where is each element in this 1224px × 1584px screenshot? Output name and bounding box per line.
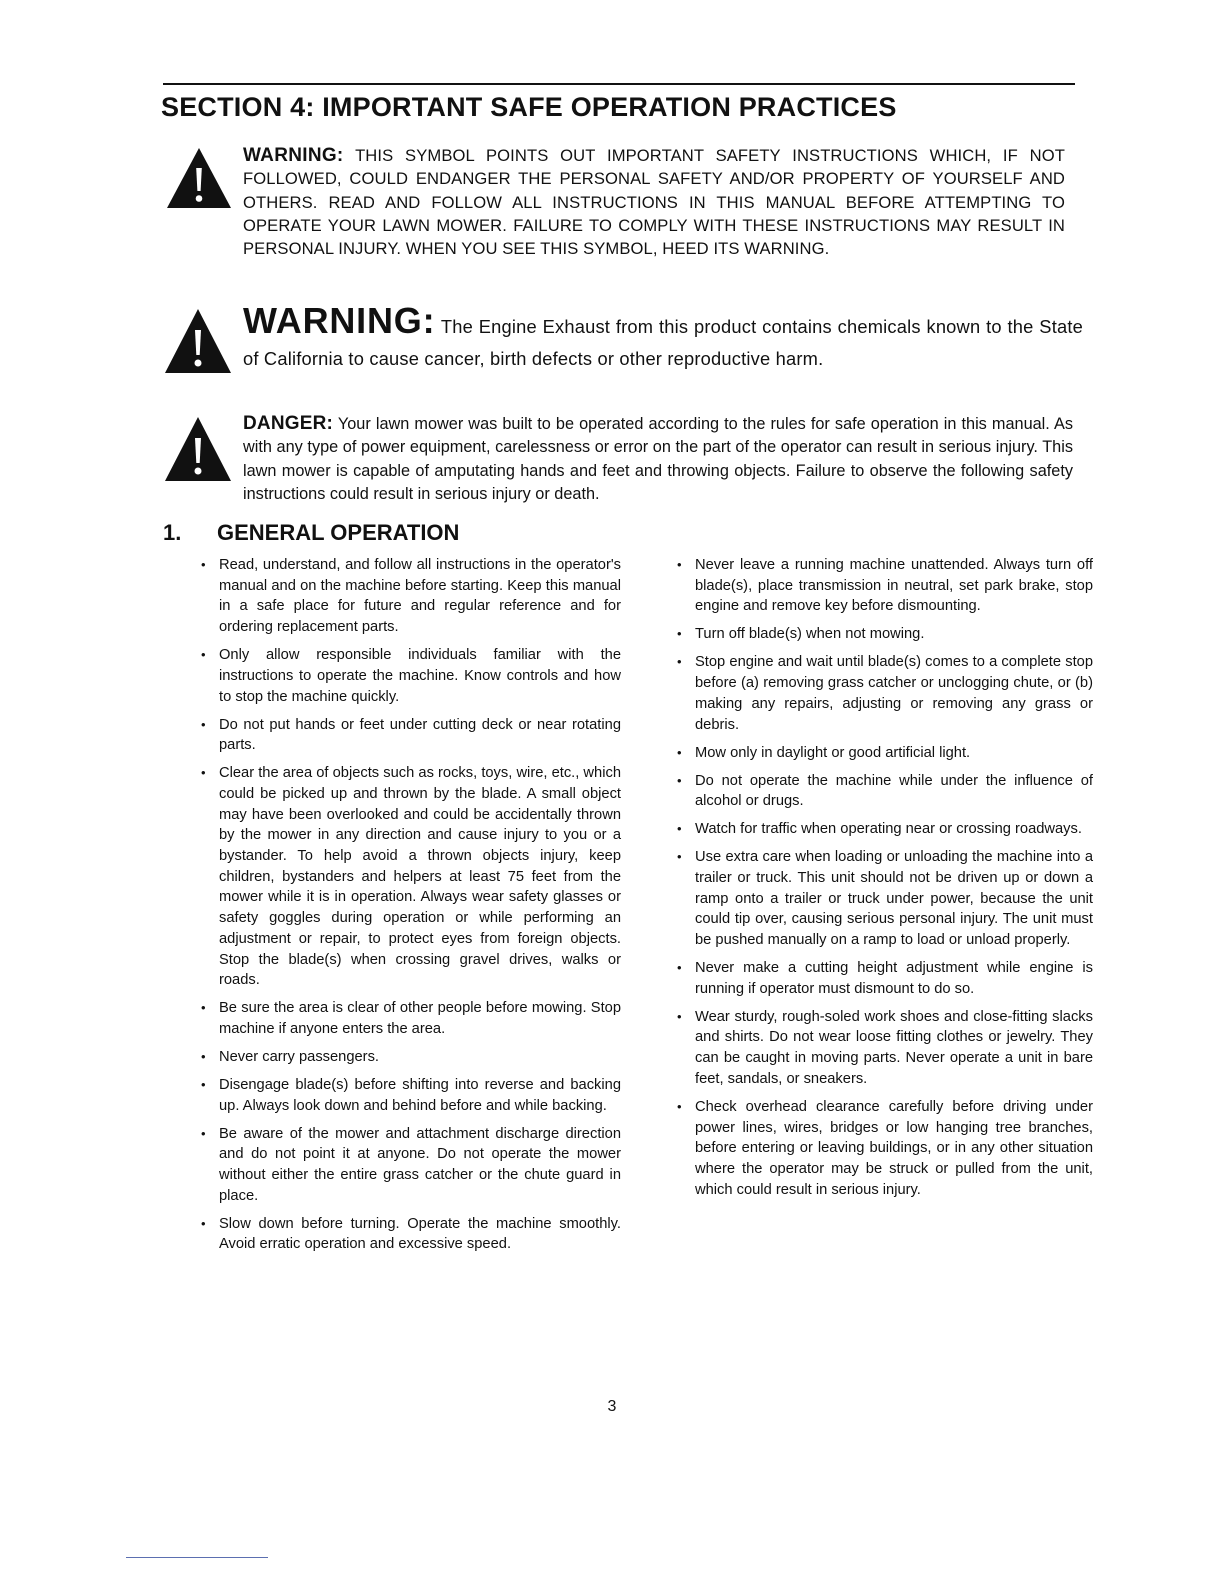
warning-triangle-icon [165,146,233,210]
list-item: • Be sure the area is clear of other people before mowing. Stop machine if anyone enters the area. [201,998,621,1039]
list-item: • Disengage blade(s) before shifting into reverse and backing up. Always look down and behind before and while backing. [201,1075,621,1116]
list-item: • Wear sturdy, rough-soled work shoes and close-fitting slacks and shirts. Do not wear loose fitting clothes or jewelry. They can be caught in moving parts. Never operate a unit in bare feet, sandals, or sneakers. [677,1007,1093,1090]
top-rule [163,83,1075,85]
right-column-list [677,555,1093,1208]
list-item: • Read, understand, and follow all instructions in the operator's manual and on the machine before starting. Keep this manual in a safe place for future and regular reference and for ordering replacement parts. [201,555,621,638]
heading-number: 1. [163,520,182,545]
danger-notice [243,412,1073,507]
list-item: • Use extra care when loading or unloading the machine into a trailer or truck. This unit should not be driven up or down a ramp onto a trailer or truck under power, because the unit could tip over, causing serious personal injury. The unit must be pushed manually on a ramp to load or unload properly. [677,847,1093,951]
warning-triangle-icon [163,307,233,375]
heading-text: GENERAL OPERATION [217,520,460,545]
warning-notice-california [243,300,1083,375]
list-item: • Slow down before turning. Operate the machine smoothly. Avoid erratic operation and excessive speed. [201,1214,621,1255]
danger-triangle-icon [163,415,233,483]
list-item: • Never make a cutting height adjustment while engine is running if operator must dismount to do so. [677,958,1093,999]
list-item: • Mow only in daylight or good artificial light. [677,743,1093,764]
list-item: • Watch for traffic when operating near or crossing roadways. [677,819,1093,840]
list-item: • Do not put hands or feet under cutting deck or near rotating parts. [201,715,621,756]
warning-notice-symbol [243,144,1065,260]
warning-text: THIS SYMBOL POINTS OUT IMPORTANT SAFETY INSTRUCTIONS WHICH, IF NOT FOLLOWED, COULD ENDANGER THE PERSONAL SAFETY AND/OR PROPERTY OF YOURSELF AND OTHERS. READ AND FOLLOW ALL INSTRUCTIONS IN THIS MANUAL BEFORE ATTEMPTING TO OPERATE YOUR LAWN MOWER. FAILURE TO COMPLY WITH THESE INSTRUCTIONS MAY RESULT IN PERSONAL INJURY. WHEN YOU SEE THIS SYMBOL, HEED ITS WARNING. [243,146,1065,259]
danger-text: Your lawn mower was built to be operated according to the rules for safe operation in this manual. As with any type of power equipment, carelessness or error on the part of the operator can result in serious injury. This lawn mower is capable of amputating hands and feet and throwing objects. Failure to observe the following safety instructions could result in serious injury or death. [243,415,1073,504]
page-number: 3 [607,1398,617,1415]
list-item: • Never carry passengers. [201,1047,621,1068]
warning-text: The Engine Exhaust from this product contains chemicals known to the State of California to cause cancer, birth defects or other reproductive harm. [243,316,1083,369]
list-item: • Turn off blade(s) when not mowing. [677,624,1093,645]
list-item: • Only allow responsible individuals familiar with the instructions to operate the machine. Know controls and how to stop the machine quickly. [201,645,621,707]
list-item: • Stop engine and wait until blade(s) comes to a complete stop before (a) removing grass catcher or unclogging chute, or (b) making any repairs, adjusting or removing any grass or debris. [677,652,1093,735]
section-title: SECTION 4: IMPORTANT SAFE OPERATION PRACTICES [161,92,897,122]
list-item: • Never leave a running machine unattended. Always turn off blade(s), place transmission in neutral, set park brake, stop engine and remove key before dismounting. [677,555,1093,617]
left-column-list [201,555,621,1262]
general-operation-heading [163,520,459,546]
footer-rule [126,1557,268,1558]
list-item: • Be aware of the mower and attachment discharge direction and do not point it at anyone. Do not operate the mower without either the entire grass catcher or the chute guard in place. [201,1124,621,1207]
list-item: • Clear the area of objects such as rocks, toys, wire, etc., which could be picked up and thrown by the blade. A small object may have been overlooked and could be accidentally thrown by the mower in any direction and cause injury to you or a bystander. To help avoid a thrown objects injury, keep children, bystanders and helpers at least 75 feet from the mower while it is in operation. Always wear safety glasses or safety goggles during operation or while performing an adjustment or repair, to protect eyes from foreign objects. Stop the blade(s) when crossing gravel drives, walks or roads. [201,763,621,991]
danger-label: DANGER: [243,413,334,434]
list-item: • Do not operate the machine while under the influence of alcohol or drugs. [677,771,1093,812]
list-item: • Check overhead clearance carefully before driving under power lines, wires, bridges or low hanging tree branches, before entering or leaving buildings, or in any other situation where the operator may be struck or pulled from the unit, which could result in serious injury. [677,1097,1093,1201]
warning-label: WARNING: [243,145,344,166]
warning-label: WARNING: [243,300,436,341]
